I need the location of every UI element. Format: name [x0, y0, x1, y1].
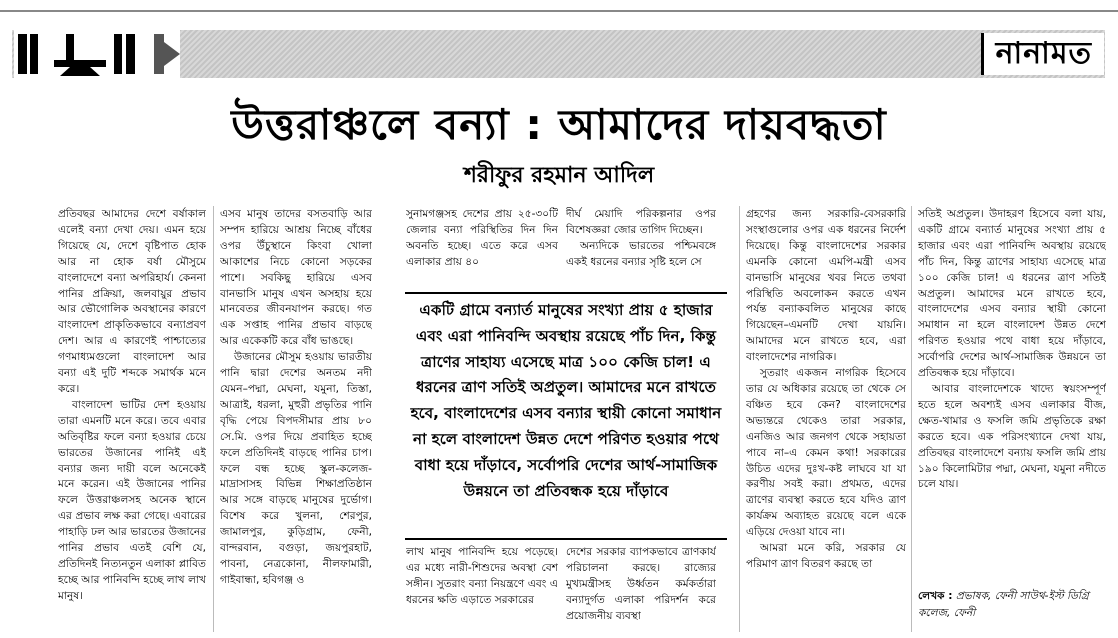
paragraph: আমরা মনে করি, সরকার যে পরিমাণ ত্রাণ বিতরণ করছে তা: [746, 542, 906, 570]
paragraph: আবার বাংলাদেশকে খাদ্যে স্বয়ংসম্পূর্ণ হতে হলে অবশ্যই এসব এলাকার বীজ, ক্ষেত-খামার ও ফসলি জমি প্রভৃতিকে রক্ষা করতে হবে। এক পরিসংখ্যানে দেখা যায়, প্রতিবছর বাংলাদেশে বন্যায় ফসলি জমি প্রায় ১৯০ কিলোমিটার পদ্মা, মেঘনা, যমুনা নদীতে চলে যায়।: [918, 382, 1106, 491]
paragraph: সুতরাং একজন নাগরিক হিসেবে তার যে অধিকার রয়েছে তা থেকে সে বঞ্চিত হবে কেন? বাংলাদেশের অভ্যন্তরে থেকেও তারা সরকার, এনজিও আর জনগণ থেকে সহায়তা পাবে না–এ কেমন কথা! সরকারের উচিত এদের দুঃখ-কষ্ট লাঘবে যা যা করণীয় সবই করা। প্রথমত, এদের ত্রাণের ব্যবস্থা করতে হবে যদিও ত্রাণ কার্যক্রম অব্যাহত রয়েছে বলে একে এড়িয়ে দেওয়া যাবে না।: [746, 367, 906, 539]
paragraph: এসব মানুষ তাদের বসতবাড়ি আর সম্পদ হারিয়ে আশ্রয় নিচ্ছে বাঁধের ওপর উঁচুস্থানে কিংবা খোলা আকাশের নিচে কোনো সড়কের পাশে। সবকিছু হারিয়ে এসব বানভাসি মানুষ এখন অসহায় হয়ে মানবেতর জীবনযাপন করছে। গত এক সপ্তাহ পানির প্রভাব বাড়ছে আর একেকটি করে বাঁধ ভাঙছে।: [220, 208, 372, 348]
column-3-top: [406, 207, 558, 275]
author-note: [918, 588, 1108, 622]
byline: শরীফুর রহমান আদিল: [463, 163, 655, 188]
paragraph: বাংলাদেশ ভাটির দেশ হওয়ায় তারা এমনটি মনে করে। তবে এবার অতিবৃষ্টির ফলে বন্যা হওয়ার চেয়ে ভারতের উজানের পানিই এই বন্যার জন্য দায়ী বলে অনেকেই মনে করেন। এই উজানের পানির ফলে উত্তরাঞ্চলসহ অনেক স্থানে এর প্রভাব লক্ষ করা গেছে। এবারের পাহাড়ি ঢল আর ভারতের উজানের পানির প্রভাব এতই বেশি যে, প্রতিদিনই নিত্যনতুন এলাকা প্লাবিত হচ্ছে আর পানিবন্দি হচ্ছে লাখ লাখ মানুষ।: [58, 398, 206, 602]
paragraph: লাখ মানুষ পানিবন্দি হয়ে পড়েছে। এর মধ্যে নারী-শিশুদের অবস্থা বেশ সঙ্গীন। সুতরাং বন্যা নিয়ন্ত্রণে এবং এ ধরনের ক্ষতি এড়াতে সরকারের: [406, 546, 558, 606]
paragraph: প্রতিবছর আমাদের দেশে বর্ষাকাল এলেই বন্যা দেখা দেয়। এমন হয়ে গিয়েছে যে, দেশে বৃষ্টিপাত হোক আর না হোক বর্ষা মৌসুমে বাংলাদেশে বন্যা অপরিহার্য। কেননা পানির প্রক্রিয়া, জলবায়ুর প্রভাব আর ভৌগোলিক অবস্থানের কারণে বাংলাদেশ প্রাকৃতিকভাবে বন্যাপ্রবণ দেশ। আর এ কারণেই পাশ্চাত্যের গণমাধ্যমগুলো বাংলাদেশ আর বন্যা এই দুটি শব্দকে সমার্থক মনে করে।: [58, 208, 206, 395]
column-4-bottom: [566, 545, 716, 633]
paragraph: উজানের মৌসুম হওয়ায় ভারতীয় পানি দ্বারা দেশের অনতম নদী যেমন–পদ্মা, মেঘনা, যমুনা, তিস্তা, আত্রাই, ধরলা, মুহুরী প্রভৃতির পানি বৃদ্ধি পেয়ে বিপদসীমার প্রায় ৮০ সে.মি. ওপর দিয়ে প্রবাহিত হচ্ছে ফলে প্রতিদিনই বাড়ছে পানির চাপ। ফলে বন্ধ হচ্ছে স্কুল-কলেজ-মাদ্রাসাসহ বিভিন্ন শিক্ষাপ্রতিষ্ঠান আর সঙ্গে বাড়ছে মানুষের দুর্ভোগ। বিশেষ করে খুলনা, শেরপুর, জামালপুর, কুড়িগ্রাম, ফেনী, বান্দরবান, বগুড়া, জয়পুরহাট, পাবনা, নেত্রকোনা, নীলফামারী, গাইবান্ধা, হবিগঞ্জ ও: [220, 351, 372, 586]
column-2: [220, 207, 372, 632]
column-divider: [739, 206, 740, 632]
paragraph: সুনামগঞ্জসহ দেশের প্রায় ২৫-৩০টি জেলার বন্যা পরিস্থিতির দিন দিন অবনতি হচ্ছে। এতে করে এসব এলাকার প্রায় ৪০: [406, 208, 558, 268]
top-rule: [0, 10, 1118, 12]
section-label: নানামত: [981, 33, 1104, 75]
author-label: লেখক :: [918, 590, 953, 602]
paragraph: সতিই অপ্রতুল। উদাহরণ হিসেবে বলা যায়, একটি গ্রামে বন্যার্ত মানুষের সংখ্যা প্রায় ৫ হাজার এবং এরা পানিবন্দি অবস্থায় রয়েছে পাঁচ দিন, কিন্তু ত্রাণের সাহায্য এসেছে মাত্র ১০০ কেজি চাল! এ ধরনের ত্রাণ সতিই অপ্রতুল। আমাদের মনে রাখতে হবে, বাংলাদেশের এসব বন্যার স্থায়ী কোনো সমাধান না হলে বাংলাদেশ উন্নত দেশে পরিণত হওয়ার পথে বাধা হয়ে দাঁড়াবে, সর্বোপরি দেশের আর্থ-সামাজিক উন্নয়নে তা প্রতিবন্ধক হয়ে দাঁড়াবে।: [918, 208, 1106, 380]
column-1: [58, 207, 206, 632]
column-4-top: [566, 207, 716, 275]
paragraph: গ্রহণের জন্য সরকারি-বেসরকারি সংস্থাগুলোর ওপর এক ধরনের নির্দেশ দিয়েছে। কিন্তু বাংলাদেশের সরকার এমনকি কোনো এমপি-মন্ত্রী এসব বানভাসি মানুষের খবর নিতে তথবা পরিস্থিতি অবলোকন করতে এখন পর্যন্ত বন্যাকবলিত মানুষের কাছে গিয়েছেন–এমনটি দেখা যায়নি। আমাদের মনে রাখতে হবে, এরা বাংলাদেশের নাগরিক।: [746, 208, 906, 364]
author-text: প্রভাষক, ফেনী সাউথ-ইস্ট ডিগ্রি কলেজ, ফেনী: [918, 590, 1089, 619]
column-5: [746, 207, 906, 632]
column-6: [918, 207, 1106, 577]
headline: উত্তরাঞ্চলে বন্যা : আমাদের দায়বদ্ধতা: [231, 100, 887, 149]
column-3-bottom: [406, 545, 558, 633]
column-divider: [213, 206, 214, 632]
column-divider: [911, 206, 912, 632]
paragraph: দেশের সরকার ব্যাপকভাবে ত্রাণকার্য পরিচালনা করছে। রাজ্যের মুখ্যমন্ত্রীসহ উর্ধ্বতন কর্মকর্তারা বন্যাদুর্গত এলাকা পরিদর্শন করে প্রয়োজনীয় ব্যবস্থা: [566, 546, 716, 622]
paragraph: দীর্ঘ মেয়াদি পরিকল্পনার ওপর বিশেষজ্ঞরা জোর তাগিদ দিচ্ছেন।: [566, 208, 716, 236]
pull-quote: একটি গ্রামে বন্যার্ত মানুষের সংখ্যা প্রায় ৫ হাজার এবং এরা পানিবন্দি অবস্থায় রয়েছে পাঁচ দিন, কিন্তু ত্রাণের সাহায্য এসেছে মাত্র ১০০ কেজি চাল! এ ধরনের ত্রাণ সতিই অপ্রতুল। আমাদের মনে রাখতে হবে, বাংলাদেশের এসব বন্যার স্থায়ী কোনো সমাধান না হলে বাংলাদেশ উন্নত দেশে পরিণত হওয়ার পথে বাধা হয়ে দাঁড়াবে, সর্বোপরি দেশের আর্থ-সামাজিক উন্নয়নে তা প্রতিবন্ধক হয়ে দাঁড়াবে: [405, 292, 727, 540]
pen-and-pillars-logo: [14, 30, 180, 78]
paragraph: অন্যদিকে ভারতের পশ্চিমবঙ্গে একই ধরনের বন্যার সৃষ্টি হলে সে: [566, 239, 716, 268]
